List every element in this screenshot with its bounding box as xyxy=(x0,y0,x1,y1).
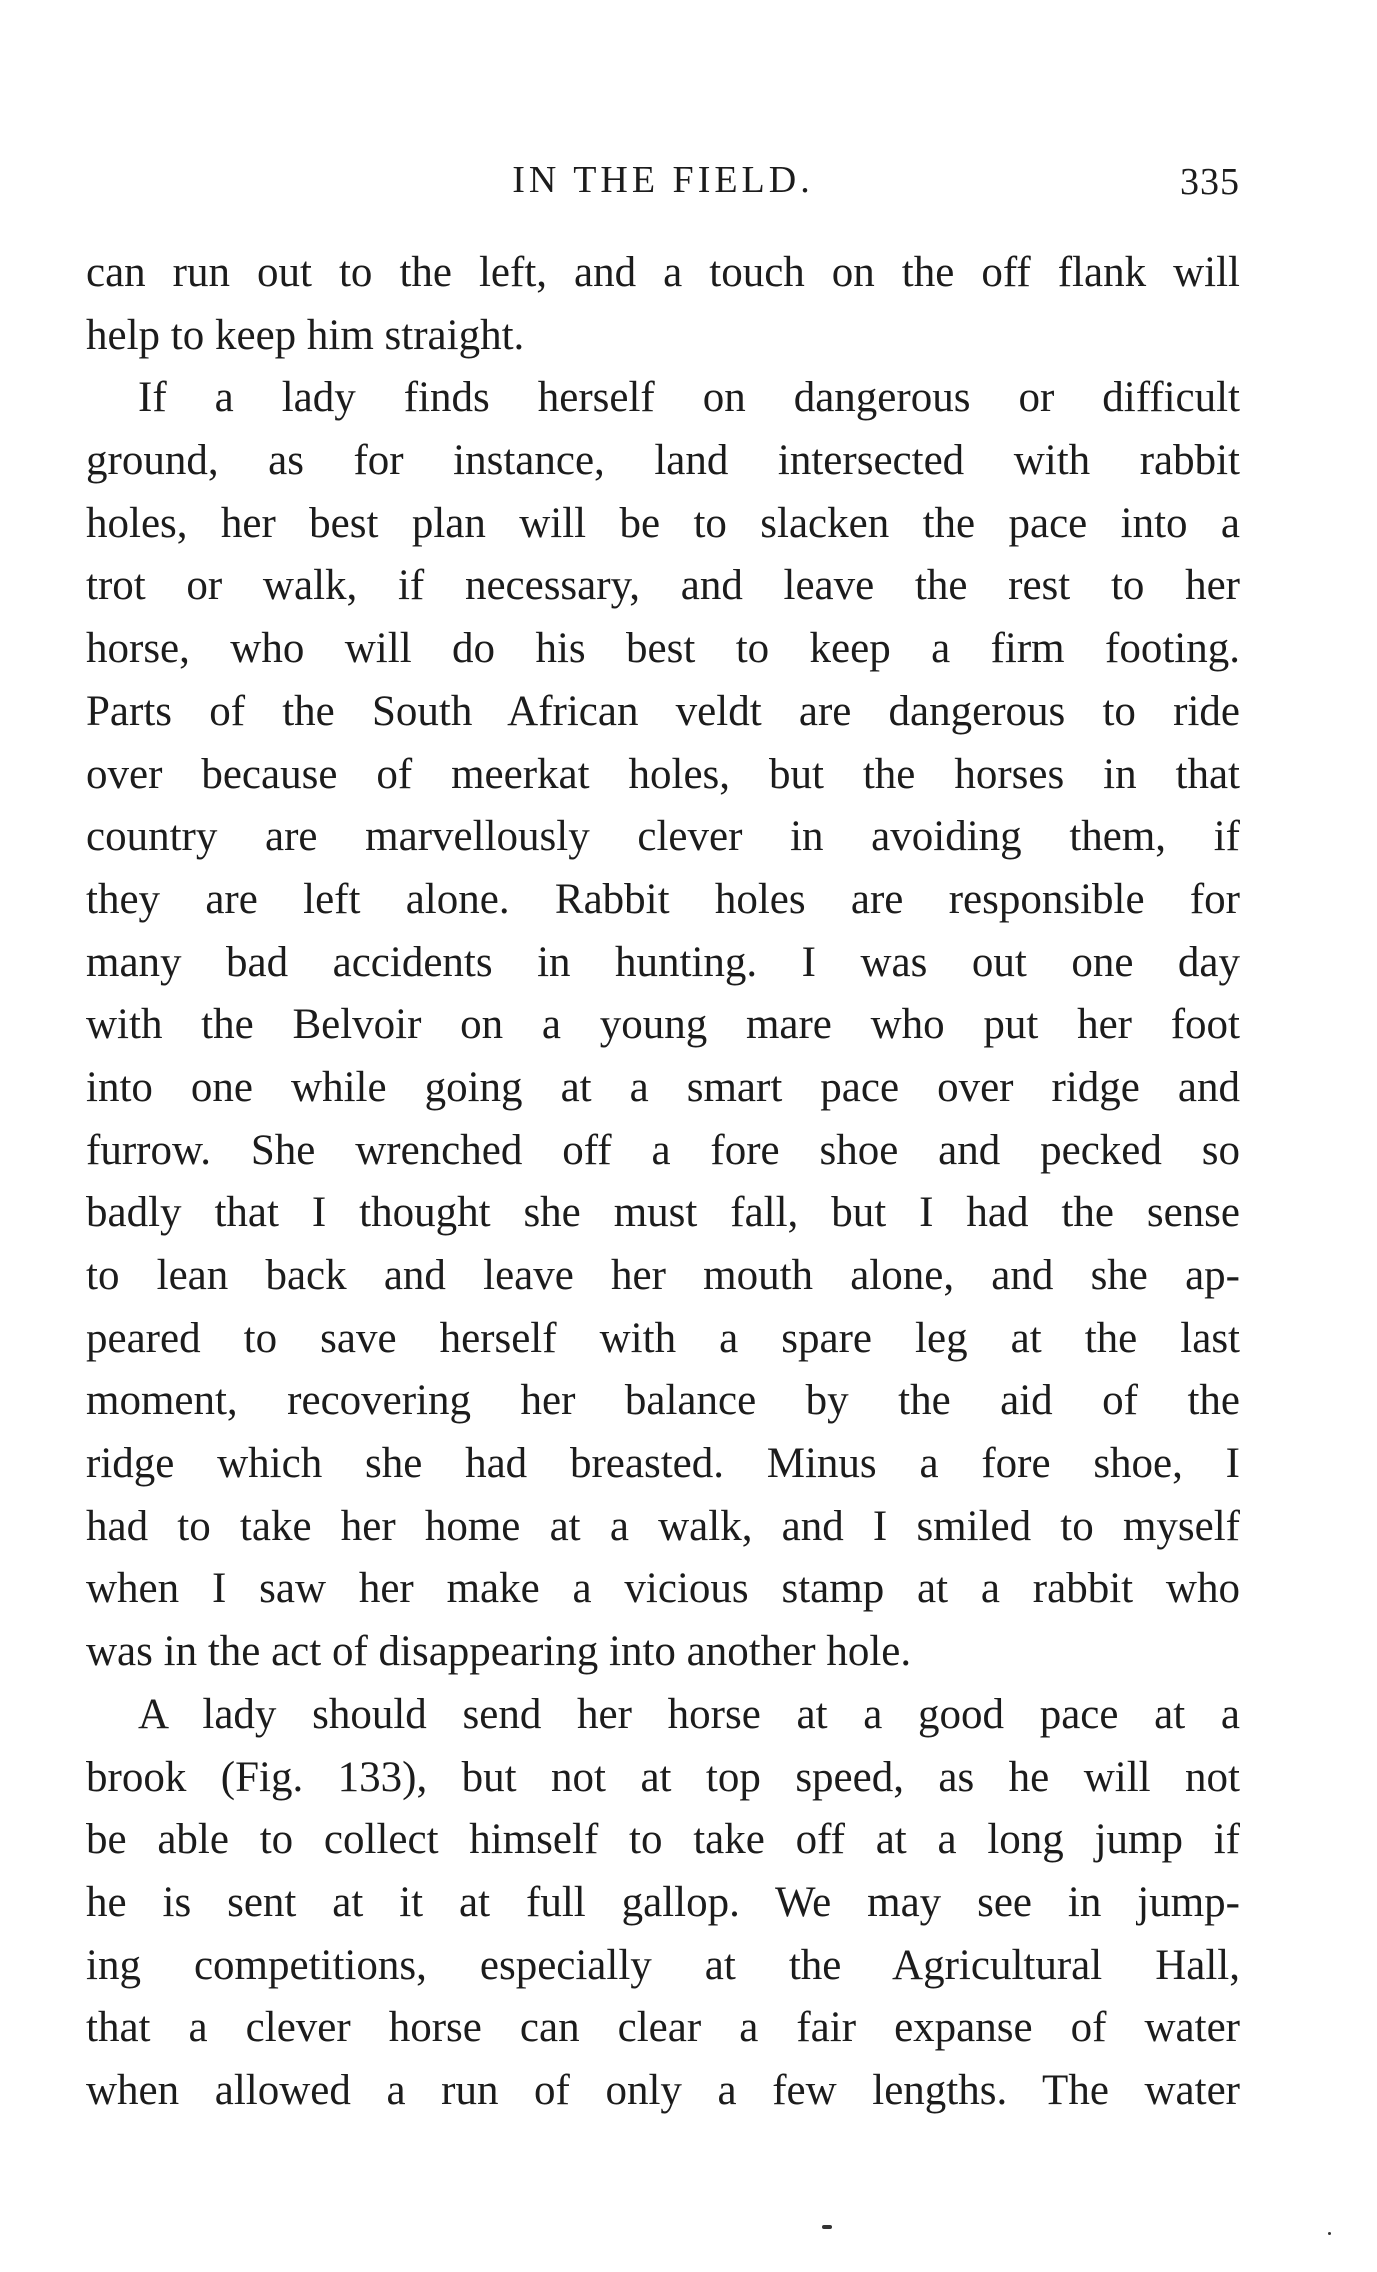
text-line: that a clever horse can clear a fair expanse of water xyxy=(86,2004,1240,2052)
paragraph-first-line: A lady should send her horse at a good pace at a xyxy=(138,1690,1240,1738)
text-line: brook (Fig. 133), but not at top speed, as he will not xyxy=(86,1753,1240,1801)
text-line: ridge which she had breasted. Minus a fore shoe, I xyxy=(86,1440,1240,1488)
text-line: trot or walk, if necessary, and leave the rest to her xyxy=(86,562,1240,610)
text-line: Parts of the South African veldt are dangerous to ride xyxy=(86,687,1240,735)
text-line: was in the act of disappearing into another hole. xyxy=(86,1628,912,1676)
text-line: ground, as for instance, land intersected with rabbit xyxy=(86,437,1240,485)
body-text xyxy=(86,242,1240,2123)
text-line: into one while going at a smart pace over ridge and xyxy=(86,1063,1240,1111)
text-line: peared to save herself with a spare leg at the last xyxy=(86,1314,1240,1362)
text-line: horse, who will do his best to keep a firm footing. xyxy=(86,625,1240,673)
ink-speck xyxy=(822,2225,832,2229)
text-line: ing competitions, especially at the Agricultural Hall, xyxy=(86,1941,1240,1989)
text-line: furrow. She wrenched off a fore shoe and pecked so xyxy=(86,1126,1240,1174)
text-line: country are marvellously clever in avoiding them, if xyxy=(86,813,1240,861)
text-line: holes, her best plan will be to slacken the pace into a xyxy=(86,499,1240,547)
text-line: be able to collect himself to take off at a long jump if xyxy=(86,1816,1240,1864)
text-line: many bad accidents in hunting. I was out one day xyxy=(86,938,1240,986)
running-title: IN THE FIELD. xyxy=(512,159,814,201)
text-line: he is sent at it at full gallop. We may see in jump- xyxy=(86,1878,1240,1926)
text-line: badly that I thought she must fall, but I had the sense xyxy=(86,1189,1240,1237)
text-line: can run out to the left, and a touch on the off flank will xyxy=(86,249,1240,296)
text-line: help to keep him straight. xyxy=(86,311,525,359)
ink-speck xyxy=(1328,2232,1331,2235)
text-line: with the Belvoir on a young mare who put her foot xyxy=(86,1001,1240,1049)
running-head xyxy=(86,158,1240,218)
text-line: to lean back and leave her mouth alone, and she ap- xyxy=(86,1252,1240,1299)
text-line: they are left alone. Rabbit holes are responsible for xyxy=(86,875,1240,923)
text-line: when allowed a run of only a few lengths. The water xyxy=(86,2066,1240,2114)
page-number: 335 xyxy=(1180,161,1240,203)
text-line: moment, recovering her balance by the aid of the xyxy=(86,1377,1240,1425)
paragraph-first-line: If a lady finds herself on dangerous or difficult xyxy=(138,374,1240,422)
text-line: when I saw her make a vicious stamp at a rabbit who xyxy=(86,1565,1240,1613)
text-line: had to take her home at a walk, and I smiled to myself xyxy=(86,1502,1240,1550)
text-line: over because of meerkat holes, but the horses in that xyxy=(86,750,1240,798)
